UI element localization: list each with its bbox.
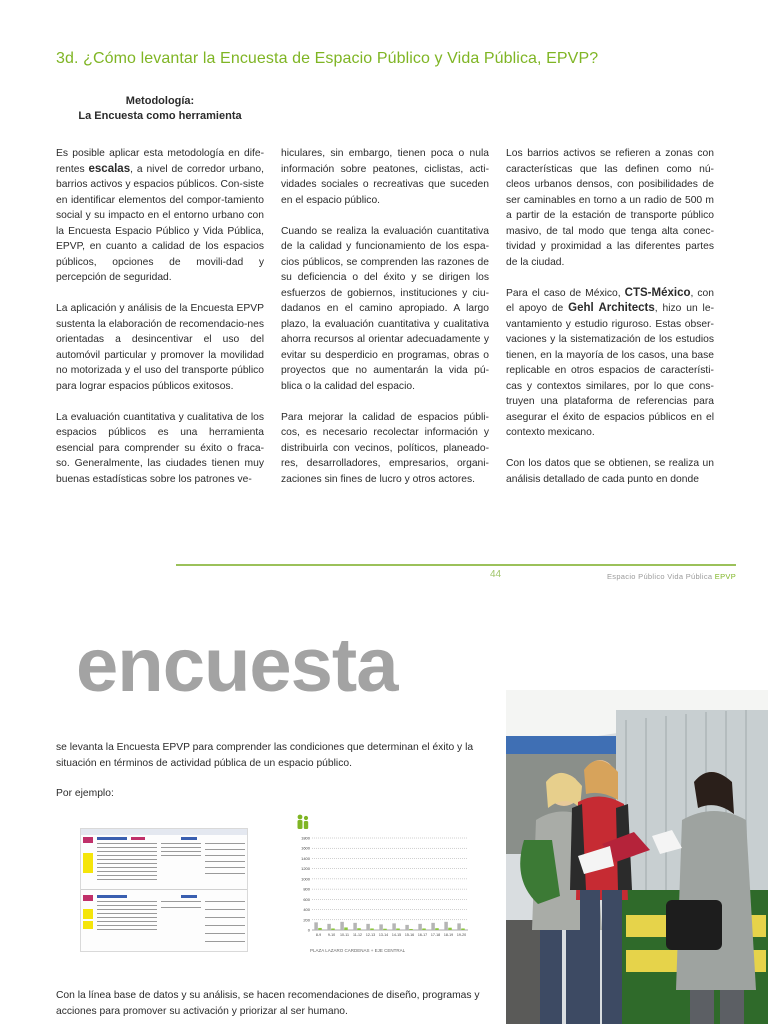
chart-x-tick-label: 15-16 bbox=[404, 933, 415, 937]
chart-bar-serie-gris-8-9 bbox=[314, 922, 318, 930]
intro-paragraph: se levanta la Encuesta EPVP para comprender las condiciones que determinan el éxito y la situación en términos de actividad pública de un espacio público. bbox=[56, 742, 474, 769]
chart-bar-serie-gris-15-16 bbox=[405, 925, 409, 930]
paragraph bbox=[506, 286, 714, 441]
chart-bar-serie-gris-12-13 bbox=[366, 924, 370, 930]
subhead-line-2: La Encuesta como herramienta bbox=[78, 110, 242, 122]
page-number: 44 bbox=[490, 569, 502, 580]
text-column-2 bbox=[281, 146, 489, 503]
chart-bar-serie-verde-12-13 bbox=[370, 928, 374, 930]
chart-bar-serie-verde-8-9 bbox=[318, 928, 322, 930]
text-run: , con el apoyo de bbox=[506, 287, 715, 314]
chart-bar-serie-verde-18-19 bbox=[448, 928, 452, 930]
section-title: 3d. ¿Cómo levantar la Encuesta de Espacio Público y Vida Pública, EPVP? bbox=[56, 50, 599, 67]
paragraph: La aplicación y análisis de la Encuesta EPVP sustenta la elaboración de recomendacio-nes orientadas a desincentivar el uso del automóvil particular y promover la movilidad no motorizada y el uso del transporte público para lograr espacios públicos exitosos. bbox=[56, 303, 264, 392]
survey-photo bbox=[506, 690, 768, 1024]
closing-paragraph: Con la línea base de datos y su análisis, se hacen recomendaciones de diseño, programas y acciones para promover su activación y priorizar al ser humano. bbox=[56, 990, 480, 1017]
chart-bar-serie-gris-19-20 bbox=[457, 923, 461, 930]
chart-bar-serie-verde-11-12 bbox=[357, 928, 361, 930]
paragraph: Para mejorar la calidad de espacios públi-cos, es necesario recolectar información y distribuirla con vecinos, políticos, planeado-res, desarrolladores, empresarios, organi-zaciones sin fines de lucro y otros actores. bbox=[281, 411, 489, 485]
chart-bar-serie-verde-15-16 bbox=[409, 929, 413, 930]
text-column-1 bbox=[56, 146, 264, 503]
chart-bar-serie-gris-16-17 bbox=[418, 924, 422, 930]
chart-bar-serie-gris-9-10 bbox=[327, 924, 331, 930]
running-head-accent: EPVP bbox=[714, 572, 736, 581]
text-run: , hizo un le-vantamiento y estudio riguroso. Estas obser-vaciones y la sistematización de los estudios tienen, en la mayoría de los casos, una base replicable en otros espacios de característi-cas y contextos similares, por lo que cons-truyen una plataforma de referencias para asegurar el éxito de espacios públicos en el contexto mexicano. bbox=[506, 303, 714, 438]
chart-y-tick-label: 800 bbox=[303, 886, 310, 892]
spreadsheet-graphic bbox=[81, 829, 248, 952]
chart-bar-serie-verde-13-14 bbox=[383, 929, 387, 930]
chart-bar-serie-gris-10-11 bbox=[340, 922, 344, 930]
paragraph: La evaluación cuantitativa y cualitativa de los espacios públicos es una herramienta esencial para comprender su éxito o fraca-so. Generalmente, las ciudades tienen muy buenas estadísticas sobre los patrones ve- bbox=[56, 411, 264, 485]
chart-bar-serie-verde-19-20 bbox=[461, 928, 465, 930]
highlight-cts-mexico: CTS-México bbox=[624, 286, 691, 299]
text-run: , a nivel de corredor urbano, barrios activos y espacios públicos. Con-siste en identificar elementos del compor-tamiento social y su impacto en el entorno urbano con la Encuesta Espacio Público y Vida Pública, EPVP, en cuanto a calidad de los espacios públicos, opciones de movili-dad y percepción de seguridad. bbox=[56, 163, 264, 283]
chart-y-tick-label: 1800 bbox=[301, 835, 310, 841]
photo-illustration bbox=[506, 690, 768, 1024]
highlight-gehl-architects: Gehl Architects bbox=[568, 302, 655, 314]
chart-bar-serie-gris-11-12 bbox=[353, 923, 357, 930]
spreadsheet-thumbnail bbox=[80, 828, 248, 952]
chart-x-tick-label: 16-17 bbox=[417, 933, 428, 937]
subhead-line-1: Metodología: bbox=[125, 95, 195, 107]
chart-x-tick-label: 17-18 bbox=[430, 933, 441, 937]
chart-bar-serie-gris-14-15 bbox=[392, 923, 396, 930]
chart-bar-serie-verde-17-18 bbox=[435, 928, 439, 930]
chart-x-tick-label: 13-14 bbox=[378, 933, 389, 937]
chart-y-tick-label: 1600 bbox=[301, 845, 310, 851]
chart-x-tick-label: 9-10 bbox=[327, 933, 336, 937]
text-run: Es posible aplicar esta metodología en dife-rentes bbox=[56, 148, 264, 175]
paragraph: hiculares, sin embargo, tienen poca o nula información sobre peatones, ciclistas, acti-vidades sociales o recreativas que suceden en el espacio público. bbox=[281, 148, 489, 206]
paragraph bbox=[56, 146, 264, 286]
chart-bar-serie-gris-13-14 bbox=[379, 924, 383, 930]
chart-caption: PLAZA LAZARO CARDENAS + EJE CENTRAL bbox=[310, 948, 406, 953]
big-heading-word: encuesta bbox=[76, 623, 398, 708]
example-label: Por ejemplo: bbox=[56, 788, 114, 799]
chart-y-tick-label: 200 bbox=[303, 917, 310, 923]
bar-chart-svg bbox=[290, 812, 480, 946]
chart-x-tick-label: 10-11 bbox=[340, 933, 349, 937]
chart-y-tick-label: 1400 bbox=[301, 855, 310, 861]
methodology-subheading bbox=[56, 94, 264, 124]
chart-x-tick-label: 19-20 bbox=[456, 933, 467, 937]
chart-x-tick-label: 8-9 bbox=[315, 933, 322, 937]
paragraph: Con los datos que se obtienen, se realiza un análisis detallado de cada punto en donde bbox=[506, 458, 714, 485]
highlight-escalas: escalas bbox=[88, 162, 131, 175]
chart-bar-serie-verde-10-11 bbox=[344, 927, 348, 930]
chart-y-tick-label: 600 bbox=[303, 896, 310, 902]
footer-rule bbox=[176, 564, 736, 566]
paragraph: Los barrios activos se refieren a zonas con características que las definen como nú-cleos urbanos densos, con posibilidades de ser caminables en torno a un radio de 500 m a partir de la estación de transporte público masivo, de tal modo que tenga alta conec-tividad y proximidad a las diferentes partes de la ciudad. bbox=[506, 148, 714, 268]
paragraph: Cuando se realiza la evaluación cuantitativa de la calidad y funcionamiento de los espa-cios públicos, se comprenden las razones de su deficiencia o del éxito y se dirigen los esfuerzos de gobiernos, instituciones y ciu-dadanos en el camino apropiado. A largo plazo, la evaluación cuantitativa y cualitativa ahorra recursos al orientar adecuadamente y evitar su desperdicio en programas, obras o proyectos que no aumentarán la vida pú-blica o la calidad del espacio. bbox=[281, 225, 489, 392]
chart-x-tick-label: 14-15 bbox=[391, 933, 402, 937]
chart-bar-serie-verde-9-10 bbox=[331, 928, 335, 930]
chart-y-tick-label: 400 bbox=[303, 907, 310, 913]
chart-bar-serie-gris-18-19 bbox=[444, 922, 448, 930]
text-run: Para el caso de México, bbox=[506, 287, 625, 299]
chart-x-tick-label: 18-19 bbox=[443, 933, 454, 937]
chart-bar-serie-verde-16-17 bbox=[422, 928, 426, 930]
running-head bbox=[607, 572, 736, 581]
chart-bar-serie-gris-17-18 bbox=[431, 923, 435, 930]
chart-bar-serie-verde-14-15 bbox=[396, 928, 400, 930]
text-column-3 bbox=[506, 146, 714, 503]
chart-x-tick-label: 12-13 bbox=[365, 933, 376, 937]
people-icon bbox=[298, 815, 309, 829]
chart-x-tick-label: 11-12 bbox=[353, 933, 362, 937]
bar-chart bbox=[290, 812, 480, 962]
chart-y-tick-label: 0 bbox=[307, 927, 310, 933]
chart-y-tick-label: 1000 bbox=[301, 876, 310, 882]
chart-y-tick-label: 1200 bbox=[301, 866, 310, 872]
running-head-text: Espacio Público Vida Pública bbox=[606, 572, 715, 581]
